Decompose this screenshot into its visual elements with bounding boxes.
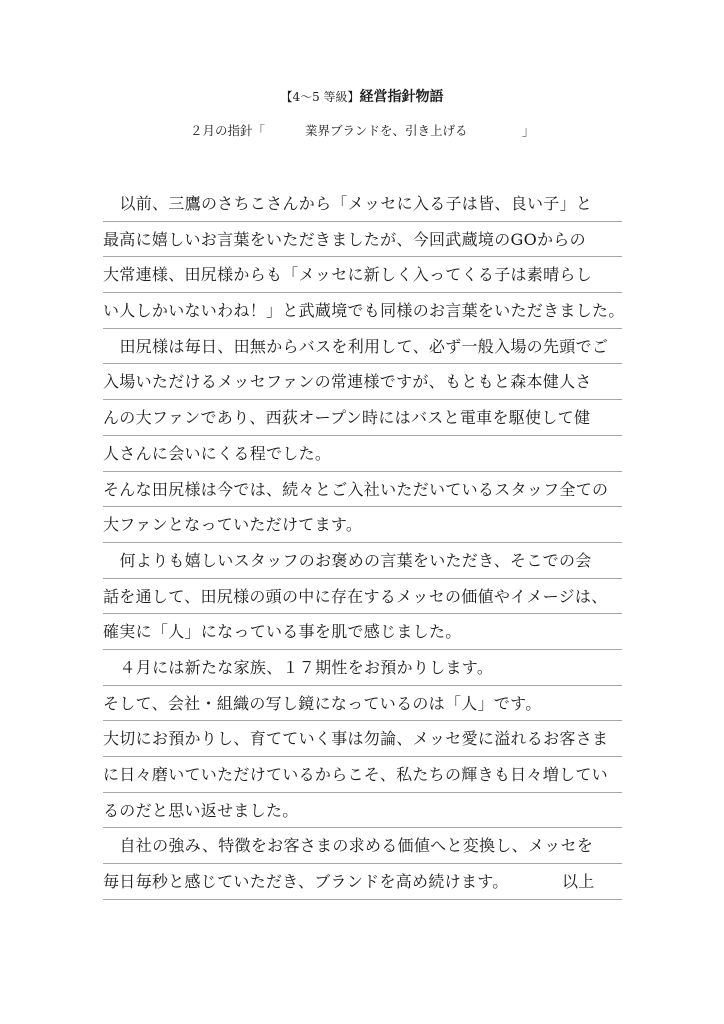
subtitle-suffix: 」 [522, 123, 535, 138]
document-title [0, 86, 724, 107]
text-line: 自社の強み、特徴をお客さまの求める価値へと変換し、メッセを [119, 836, 594, 856]
ruled-line [103, 507, 622, 543]
ruled-line [103, 257, 622, 293]
text-line: 話を通して、田尻様の頭の中に存在するメッセの価値やイメージは、 [103, 586, 608, 606]
ruled-line [103, 400, 622, 436]
ruled-line [103, 614, 622, 650]
closing-mark: 以上 [562, 872, 595, 892]
ruled-line [103, 293, 625, 329]
text-line: 人さんに会いにくる程でした。 [103, 443, 332, 463]
text-line: に日々磨いていただけているからこそ、私たちの輝きも日々増してい [103, 765, 608, 784]
text-line: ４月には新たな家族、１７期性をお預かりします。 [119, 657, 494, 677]
ruled-line [103, 186, 622, 222]
text-line: 最高に嬉しいお言葉をいただきましたが、今回武蔵境のGOからの [103, 229, 586, 249]
ruled-line [103, 364, 622, 400]
text-line: んの大ファンであり、西荻オープン時にはバスと電車を駆使して健 [103, 408, 591, 428]
ruled-line [103, 650, 622, 686]
text-line: 確実に「人」になっている事を肌で感じました。 [103, 622, 462, 642]
text-line: 大切にお預かりし、育てていく事は勿論、メッセ愛に溢れるお客さま [103, 729, 609, 749]
text-line: 入場いただけるメッセファンの常連様ですが、もともと森本健人さ [103, 372, 592, 392]
subtitle-prefix: ２月の指針「 [190, 123, 266, 138]
title-main: 経営指針物語 [359, 89, 444, 105]
ruled-line [103, 828, 622, 864]
text-line: 毎日毎秒と感じていただき、ブランドを高め続けます。 [103, 872, 509, 892]
ruled-line [103, 472, 622, 508]
text-line: るのだと思い返せました。 [103, 800, 299, 820]
text-line: い人しかいないわね！」と武蔵境でも同様のお言葉をいただきました。 [103, 301, 625, 321]
ruled-line [103, 222, 622, 258]
text-line: そんな田尻様は今では、続々とご入社いただいているスタッフ全ての [103, 479, 609, 499]
ruled-line [103, 793, 622, 829]
body-text [103, 186, 625, 900]
text-line: 大常連様、田尻様からも「メッセに新しく入ってくる子は素晴らし [103, 265, 593, 285]
ruled-line [103, 757, 622, 793]
text-line: 以前、三鷹のさちこさんから「メッセに入る子は皆、良い子」と [119, 194, 593, 213]
ruled-line [103, 864, 622, 900]
ruled-line [103, 329, 622, 365]
text-line: 何よりも嬉しいスタッフのお褒めの言葉をいただき、そこでの会 [119, 550, 592, 570]
subtitle-theme: 業界ブランドを、引き上げる [305, 123, 468, 138]
ruled-line [103, 436, 622, 472]
ruled-line [103, 686, 622, 722]
ruled-line [103, 579, 622, 615]
ruled-line [103, 543, 622, 579]
text-line: そして、会社・組織の写し鏡になっているのは「人」です。 [103, 693, 542, 713]
text-line: 田尻様は毎日、田無からバスを利用して、必ず一般入場の先頭でご [119, 336, 609, 356]
text-line: 大ファンとなっていただけてます。 [103, 515, 363, 535]
ruled-line [103, 721, 622, 757]
grade-label: 【4～5 等級】 [280, 90, 360, 104]
